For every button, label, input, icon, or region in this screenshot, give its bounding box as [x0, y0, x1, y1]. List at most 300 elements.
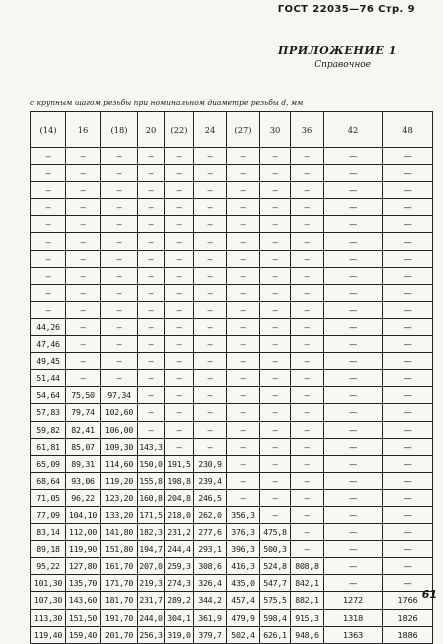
- table-row: [31, 455, 433, 472]
- table-row: [31, 541, 433, 558]
- table-cell: —: [383, 284, 433, 301]
- table-cell: —: [291, 370, 324, 387]
- table-cell: 89,18: [31, 541, 66, 558]
- table-cell: 262,0: [194, 506, 227, 523]
- table-cell: —: [383, 165, 433, 182]
- table-cell: —: [324, 455, 383, 472]
- table-cell: —: [227, 472, 260, 489]
- table-cell: 101,30: [31, 575, 66, 592]
- table-cell: 47,46: [31, 336, 66, 353]
- table-cell: 547,7: [260, 575, 291, 592]
- table-cell: —: [165, 250, 194, 267]
- table-cell: —: [227, 353, 260, 370]
- table-cell: 379,7: [194, 626, 227, 643]
- table-cell: —: [260, 370, 291, 387]
- table-cell: 107,30: [31, 592, 66, 609]
- table-cell: —: [383, 404, 433, 421]
- table-cell: —: [66, 370, 101, 387]
- table-cell: —: [227, 182, 260, 199]
- table-cell: —: [227, 250, 260, 267]
- table-cell: 479,9: [227, 609, 260, 626]
- table-cell: 230,9: [194, 455, 227, 472]
- table-cell: —: [324, 575, 383, 592]
- table-cell: 150,0: [138, 455, 165, 472]
- table-cell: —: [101, 199, 138, 216]
- table-cell: —: [324, 148, 383, 165]
- table-cell: —: [66, 318, 101, 335]
- table-row: [31, 284, 433, 301]
- table-cell: —: [383, 336, 433, 353]
- table-cell: —: [291, 284, 324, 301]
- table-cell: —: [165, 233, 194, 250]
- table-cell: —: [101, 182, 138, 199]
- table-cell: —: [383, 182, 433, 199]
- table-cell: —: [31, 250, 66, 267]
- table-row: [31, 404, 433, 421]
- table-cell: —: [324, 336, 383, 353]
- table-cell: 68,64: [31, 472, 66, 489]
- column-header: 24: [194, 112, 227, 148]
- table-cell: —: [194, 404, 227, 421]
- table-cell: 246,5: [194, 489, 227, 506]
- table-cell: —: [227, 301, 260, 318]
- table-cell: —: [138, 284, 165, 301]
- table-cell: —: [260, 387, 291, 404]
- table-cell: —: [291, 267, 324, 284]
- table-cell: —: [383, 455, 433, 472]
- table-cell: 191,5: [165, 455, 194, 472]
- table-cell: —: [227, 336, 260, 353]
- table-row: [31, 233, 433, 250]
- table-cell: —: [165, 353, 194, 370]
- table-cell: —: [291, 421, 324, 438]
- table-cell: —: [291, 336, 324, 353]
- table-cell: —: [194, 438, 227, 455]
- table-cell: —: [194, 267, 227, 284]
- table-row: [31, 148, 433, 165]
- table-cell: 626,1: [260, 626, 291, 643]
- table-cell: —: [31, 199, 66, 216]
- table-cell: 308,6: [194, 558, 227, 575]
- table-cell: —: [324, 216, 383, 233]
- table-cell: —: [165, 284, 194, 301]
- table-cell: —: [101, 148, 138, 165]
- table-cell: —: [291, 165, 324, 182]
- table-cell: —: [291, 489, 324, 506]
- table-row: [31, 626, 433, 643]
- table-cell: 356,3: [227, 506, 260, 523]
- table-cell: 500,3: [260, 541, 291, 558]
- table-cell: —: [66, 336, 101, 353]
- table-cell: —: [324, 301, 383, 318]
- table-cell: —: [66, 216, 101, 233]
- table-cell: —: [101, 353, 138, 370]
- table-cell: 181,70: [101, 592, 138, 609]
- table-cell: —: [291, 455, 324, 472]
- table-cell: 171,5: [138, 506, 165, 523]
- table-cell: —: [138, 267, 165, 284]
- table-cell: 1826: [383, 609, 433, 626]
- table-row: [31, 489, 433, 506]
- table-cell: —: [66, 233, 101, 250]
- table-cell: —: [165, 438, 194, 455]
- table-cell: —: [101, 233, 138, 250]
- table-cell: —: [291, 387, 324, 404]
- table-cell: —: [291, 404, 324, 421]
- table-cell: —: [31, 284, 66, 301]
- table-cell: 344,2: [194, 592, 227, 609]
- table-cell: —: [383, 267, 433, 284]
- table-cell: —: [260, 455, 291, 472]
- table-cell: 89,31: [66, 455, 101, 472]
- table-cell: —: [194, 370, 227, 387]
- table-cell: —: [383, 421, 433, 438]
- table-cell: —: [66, 353, 101, 370]
- table-row: [31, 336, 433, 353]
- table-cell: —: [101, 165, 138, 182]
- table-cell: —: [227, 165, 260, 182]
- table-cell: 207,0: [138, 558, 165, 575]
- table-cell: 948,6: [291, 626, 324, 643]
- table-row: [31, 301, 433, 318]
- table-cell: —: [66, 284, 101, 301]
- table-cell: —: [194, 148, 227, 165]
- table-cell: 119,90: [66, 541, 101, 558]
- table-cell: 95,22: [31, 558, 66, 575]
- table-cell: —: [383, 148, 433, 165]
- table-cell: —: [291, 541, 324, 558]
- table-cell: —: [383, 541, 433, 558]
- table-cell: —: [383, 250, 433, 267]
- table-cell: 143,60: [66, 592, 101, 609]
- table-cell: —: [291, 438, 324, 455]
- table-cell: —: [138, 336, 165, 353]
- table-row: [31, 472, 433, 489]
- appendix-title: ПРИЛОЖЕНИЕ 1: [277, 44, 397, 57]
- table-cell: —: [194, 318, 227, 335]
- table-cell: —: [260, 182, 291, 199]
- table-cell: —: [194, 199, 227, 216]
- table-cell: —: [138, 148, 165, 165]
- table-cell: —: [138, 387, 165, 404]
- table-cell: —: [260, 250, 291, 267]
- table-cell: —: [291, 233, 324, 250]
- table-cell: —: [324, 541, 383, 558]
- table-cell: 575,5: [260, 592, 291, 609]
- table-cell: —: [324, 250, 383, 267]
- table-cell: —: [324, 524, 383, 541]
- table-cell: 198,8: [165, 472, 194, 489]
- table-cell: —: [165, 387, 194, 404]
- table-cell: —: [101, 284, 138, 301]
- table-cell: —: [324, 165, 383, 182]
- table-cell: —: [101, 301, 138, 318]
- table-cell: —: [260, 318, 291, 335]
- table-cell: —: [101, 267, 138, 284]
- table-cell: —: [324, 267, 383, 284]
- table-cell: —: [291, 199, 324, 216]
- table-cell: —: [138, 182, 165, 199]
- table-cell: —: [291, 182, 324, 199]
- table-cell: 524,8: [260, 558, 291, 575]
- table-cell: —: [165, 318, 194, 335]
- table-row: [31, 353, 433, 370]
- table-cell: —: [165, 165, 194, 182]
- table-cell: —: [227, 233, 260, 250]
- table-cell: —: [324, 182, 383, 199]
- table-cell: —: [194, 233, 227, 250]
- table-cell: 77,09: [31, 506, 66, 523]
- table-cell: —: [227, 318, 260, 335]
- table-cell: —: [101, 370, 138, 387]
- table-cell: —: [66, 148, 101, 165]
- table-cell: —: [227, 267, 260, 284]
- table-cell: —: [383, 318, 433, 335]
- column-header: 42: [324, 112, 383, 148]
- table-cell: —: [66, 267, 101, 284]
- table-cell: —: [165, 199, 194, 216]
- table-cell: —: [291, 216, 324, 233]
- thread-data-table: [30, 111, 433, 644]
- table-cell: —: [165, 336, 194, 353]
- table-cell: —: [383, 370, 433, 387]
- table-cell: 141,80: [101, 524, 138, 541]
- table-cell: —: [101, 216, 138, 233]
- table-cell: —: [101, 318, 138, 335]
- table-cell: —: [194, 353, 227, 370]
- table-header-row: [31, 112, 433, 148]
- table-row: [31, 592, 433, 609]
- table-cell: —: [260, 421, 291, 438]
- table-cell: —: [291, 250, 324, 267]
- table-cell: 82,41: [66, 421, 101, 438]
- table-cell: 194,7: [138, 541, 165, 558]
- table-cell: —: [383, 524, 433, 541]
- table-cell: —: [227, 455, 260, 472]
- table-cell: —: [324, 421, 383, 438]
- table-cell: 57,83: [31, 404, 66, 421]
- table-cell: 135,70: [66, 575, 101, 592]
- table-cell: 171,70: [101, 575, 138, 592]
- table-cell: 219,3: [138, 575, 165, 592]
- table-cell: —: [324, 318, 383, 335]
- table-cell: —: [383, 438, 433, 455]
- column-header: 16: [66, 112, 101, 148]
- table-cell: —: [291, 148, 324, 165]
- table-cell: 127,80: [66, 558, 101, 575]
- table-cell: 119,40: [31, 626, 66, 643]
- table-cell: 293,1: [194, 541, 227, 558]
- table-cell: —: [383, 489, 433, 506]
- table-cell: —: [324, 284, 383, 301]
- table-cell: —: [138, 318, 165, 335]
- table-cell: —: [324, 353, 383, 370]
- table-cell: —: [383, 472, 433, 489]
- table-cell: —: [383, 506, 433, 523]
- table-cell: —: [31, 216, 66, 233]
- table-cell: —: [165, 421, 194, 438]
- page-header: ГОСТ 22035—76 Стр. 9: [277, 4, 415, 15]
- table-cell: —: [66, 250, 101, 267]
- table-cell: —: [291, 524, 324, 541]
- table-cell: 112,00: [66, 524, 101, 541]
- page-number: 61: [421, 588, 437, 601]
- table-cell: —: [260, 165, 291, 182]
- table-cell: 475,8: [260, 524, 291, 541]
- table-cell: 191,70: [101, 609, 138, 626]
- table-cell: —: [291, 318, 324, 335]
- table-cell: —: [31, 301, 66, 318]
- table-row: [31, 506, 433, 523]
- column-header: 36: [291, 112, 324, 148]
- table-cell: —: [324, 199, 383, 216]
- column-header: (22): [165, 112, 194, 148]
- table-row: [31, 421, 433, 438]
- table-row: [31, 438, 433, 455]
- table-cell: —: [260, 404, 291, 421]
- table-cell: —: [138, 250, 165, 267]
- table-cell: —: [324, 404, 383, 421]
- column-header: 48: [383, 112, 433, 148]
- table-cell: 49,45: [31, 353, 66, 370]
- column-header: (18): [101, 112, 138, 148]
- table-cell: —: [138, 421, 165, 438]
- table-cell: 435,0: [227, 575, 260, 592]
- table-cell: —: [138, 301, 165, 318]
- table-caption: с крупным шагом резьбы при номинальном диаметре резьбы d, мм: [30, 98, 304, 107]
- table-cell: 133,20: [101, 506, 138, 523]
- table-row: [31, 558, 433, 575]
- table-cell: 85,07: [66, 438, 101, 455]
- table-cell: 1886: [383, 626, 433, 643]
- table-cell: —: [31, 165, 66, 182]
- table-cell: 244,0: [138, 609, 165, 626]
- table-cell: 231,2: [165, 524, 194, 541]
- table-cell: —: [260, 216, 291, 233]
- table-cell: —: [324, 233, 383, 250]
- table-row: [31, 387, 433, 404]
- table-cell: 218,0: [165, 506, 194, 523]
- table-cell: 109,30: [101, 438, 138, 455]
- table-cell: 304,1: [165, 609, 194, 626]
- table-cell: —: [383, 233, 433, 250]
- table-row: [31, 182, 433, 199]
- table-body: [31, 148, 433, 644]
- table-cell: 201,70: [101, 626, 138, 643]
- table-cell: —: [194, 387, 227, 404]
- table-cell: 396,3: [227, 541, 260, 558]
- table-cell: —: [260, 438, 291, 455]
- table-cell: —: [324, 387, 383, 404]
- table-cell: —: [165, 301, 194, 318]
- column-header: 20: [138, 112, 165, 148]
- table-cell: 274,3: [165, 575, 194, 592]
- table-cell: 502,4: [227, 626, 260, 643]
- table-cell: 151,80: [101, 541, 138, 558]
- table-cell: 259,3: [165, 558, 194, 575]
- table-cell: —: [165, 370, 194, 387]
- table-cell: —: [291, 353, 324, 370]
- table-cell: 54,64: [31, 387, 66, 404]
- table-cell: —: [194, 284, 227, 301]
- table-cell: —: [383, 301, 433, 318]
- table-cell: 1272: [324, 592, 383, 609]
- table-cell: —: [260, 267, 291, 284]
- table-cell: —: [227, 199, 260, 216]
- table-cell: —: [194, 250, 227, 267]
- column-header: 30: [260, 112, 291, 148]
- table-cell: —: [101, 336, 138, 353]
- table-row: [31, 199, 433, 216]
- table-cell: —: [227, 489, 260, 506]
- table-cell: 161,70: [101, 558, 138, 575]
- table-cell: —: [291, 506, 324, 523]
- table-cell: —: [227, 438, 260, 455]
- table-cell: —: [383, 216, 433, 233]
- table-cell: 151,50: [66, 609, 101, 626]
- table-cell: —: [101, 250, 138, 267]
- table-cell: 882,1: [291, 592, 324, 609]
- table-cell: —: [194, 165, 227, 182]
- table-cell: 79,74: [66, 404, 101, 421]
- table-cell: 83,14: [31, 524, 66, 541]
- table-cell: 808,8: [291, 558, 324, 575]
- table-cell: 244,4: [165, 541, 194, 558]
- table-cell: —: [31, 233, 66, 250]
- table-cell: 319,0: [165, 626, 194, 643]
- table-cell: 106,00: [101, 421, 138, 438]
- table-cell: —: [383, 387, 433, 404]
- table-row: [31, 216, 433, 233]
- table-cell: —: [165, 404, 194, 421]
- table-cell: —: [324, 489, 383, 506]
- table-cell: 104,10: [66, 506, 101, 523]
- column-header: (27): [227, 112, 260, 148]
- table-row: [31, 165, 433, 182]
- table-cell: —: [291, 472, 324, 489]
- table-cell: 93,06: [66, 472, 101, 489]
- table-cell: —: [165, 182, 194, 199]
- table-cell: 159,40: [66, 626, 101, 643]
- table-row: [31, 524, 433, 541]
- table-cell: —: [138, 370, 165, 387]
- table-cell: 256,3: [138, 626, 165, 643]
- table-cell: —: [66, 199, 101, 216]
- table-cell: 59,82: [31, 421, 66, 438]
- table-cell: —: [260, 489, 291, 506]
- table-cell: —: [260, 284, 291, 301]
- table-cell: —: [227, 284, 260, 301]
- table-cell: 204,8: [165, 489, 194, 506]
- table-row: [31, 267, 433, 284]
- table-cell: —: [194, 336, 227, 353]
- table-cell: —: [165, 148, 194, 165]
- table-row: [31, 575, 433, 592]
- table-cell: 65,09: [31, 455, 66, 472]
- table-cell: 113,30: [31, 609, 66, 626]
- table-cell: —: [227, 387, 260, 404]
- table-cell: —: [194, 182, 227, 199]
- table-cell: —: [138, 199, 165, 216]
- table-cell: 51,44: [31, 370, 66, 387]
- table-cell: —: [31, 267, 66, 284]
- table-cell: —: [227, 216, 260, 233]
- table-cell: 182,3: [138, 524, 165, 541]
- table-cell: 143,3: [138, 438, 165, 455]
- table-cell: 915,3: [291, 609, 324, 626]
- table-cell: —: [383, 353, 433, 370]
- table-cell: —: [194, 421, 227, 438]
